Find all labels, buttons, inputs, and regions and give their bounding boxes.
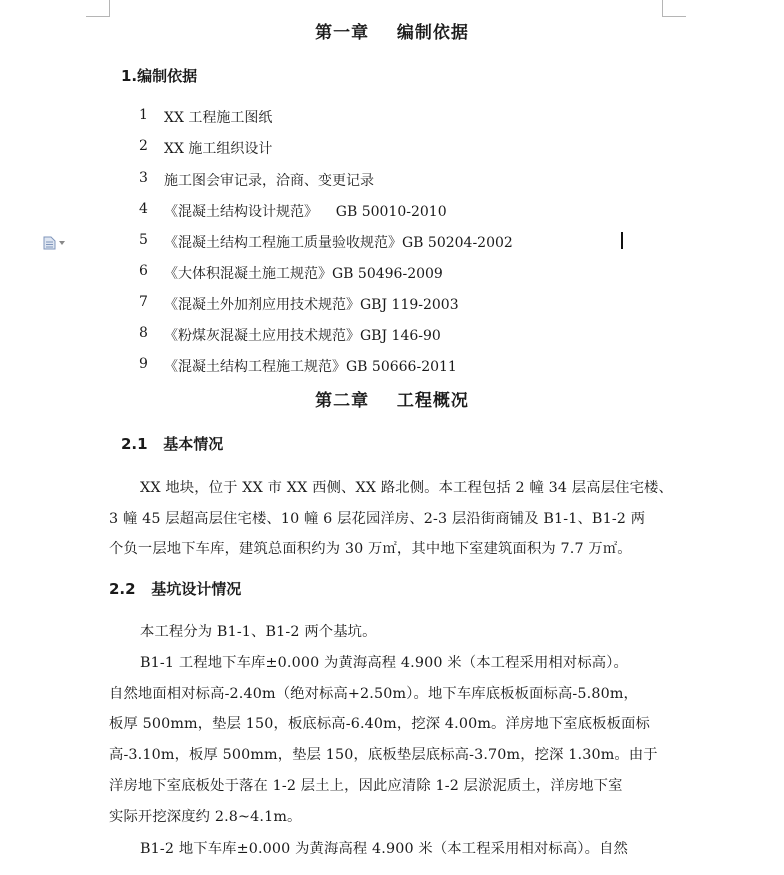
chapter2-title: 第二章 工程概况 [315,391,469,411]
chapter1-title: 第一章 编制依据 [315,23,469,43]
reference-text: XX 施工组织设计 [164,141,273,157]
section-2-1-title: 2.1 基本情况 [121,435,224,453]
reference-item [139,325,441,345]
reference-number: 5 [139,232,148,248]
reference-item [139,294,459,314]
paragraph-line: 洋房地下室底板处于落在 1-2 层土上，因此应清除 1-2 层淤泥质土，洋房地下室 [109,778,623,794]
crop-mark-top-right-horizontal [662,16,686,17]
reference-number: 9 [139,356,148,372]
paragraph-line: 自然地面相对标高-2.40m（绝对标高+2.50m）。地下车库底板板面标高-5.80m， [109,686,638,702]
paragraph-line: 个负一层地下车库，建筑总面积约为 30 万㎡，其中地下室建筑面积为 7.7 万㎡。 [109,541,632,557]
chapter1-section-title: 1.编制依据 [121,67,198,85]
paragraph-line: 实际开挖深度约 2.8~4.1m。 [109,809,302,825]
paragraph-line: 本工程分为 B1-1、B1-2 两个基坑。 [140,624,377,640]
reference-text: 施工图会审记录，洽商、变更记录 [164,173,374,189]
reference-item [139,170,374,190]
paragraph-line: 高-3.10m，板厚 500mm，垫层 150，底板垫层底标高-3.70m，挖深 1.30m。由于 [109,747,658,763]
reference-number: 7 [139,294,148,310]
reference-number: 8 [139,325,148,341]
reference-item [139,232,513,252]
reference-text: XX 工程施工图纸 [164,110,273,126]
reference-item [139,138,272,158]
reference-text: 《大体积混凝土施工规范》GB 50496-2009 [164,266,443,282]
reference-number: 1 [139,107,148,123]
reference-text: 《混凝土结构工程施工规范》GB 50666-2011 [164,359,457,375]
chevron-down-icon [59,241,65,245]
crop-mark-top-right-vertical [662,0,663,16]
paragraph-line: 3 幢 45 层超高层住宅楼、10 幢 6 层花园洋房、2-3 层沿街商铺及 B1-1、B1-2 两 [109,511,646,527]
paragraph-line: 板厚 500mm，垫层 150，板底标高-6.40m，挖深 4.00m。洋房地下室底板板面标 [109,716,650,732]
reference-text: 《混凝土外加剂应用技术规范》GBJ 119-2003 [164,297,459,313]
reference-text: 《粉煤灰混凝土应用技术规范》GBJ 146-90 [164,328,441,344]
section-2-2-title: 2.2 基坑设计情况 [109,580,242,598]
reference-text: 《混凝土结构设计规范》 GB 50010-2010 [164,204,447,220]
reference-number: 6 [139,263,148,279]
paragraph-line: B1-1 工程地下车库±0.000 为黄海高程 4.900 米（本工程采用相对标高）。 [140,655,628,671]
paragraph-layout-icon[interactable] [43,236,69,250]
reference-item [139,263,443,283]
reference-number: 3 [139,170,148,186]
paragraph-line: B1-2 地下车库±0.000 为黄海高程 4.900 米（本工程采用相对标高）。自然 [140,841,628,857]
reference-item [139,107,272,127]
crop-mark-top-left-vertical [109,0,110,16]
reference-number: 2 [139,138,148,154]
crop-mark-top-left-horizontal [86,16,110,17]
text-cursor [621,232,623,249]
reference-number: 4 [139,201,148,217]
reference-item [139,356,457,376]
document-icon [43,236,56,250]
reference-item [139,201,447,221]
paragraph-line: XX 地块，位于 XX 市 XX 西侧、XX 路北侧。本工程包括 2 幢 34 层高层住宅楼、 [140,480,673,496]
reference-text: 《混凝土结构工程施工质量验收规范》GB 50204-2002 [164,235,513,251]
